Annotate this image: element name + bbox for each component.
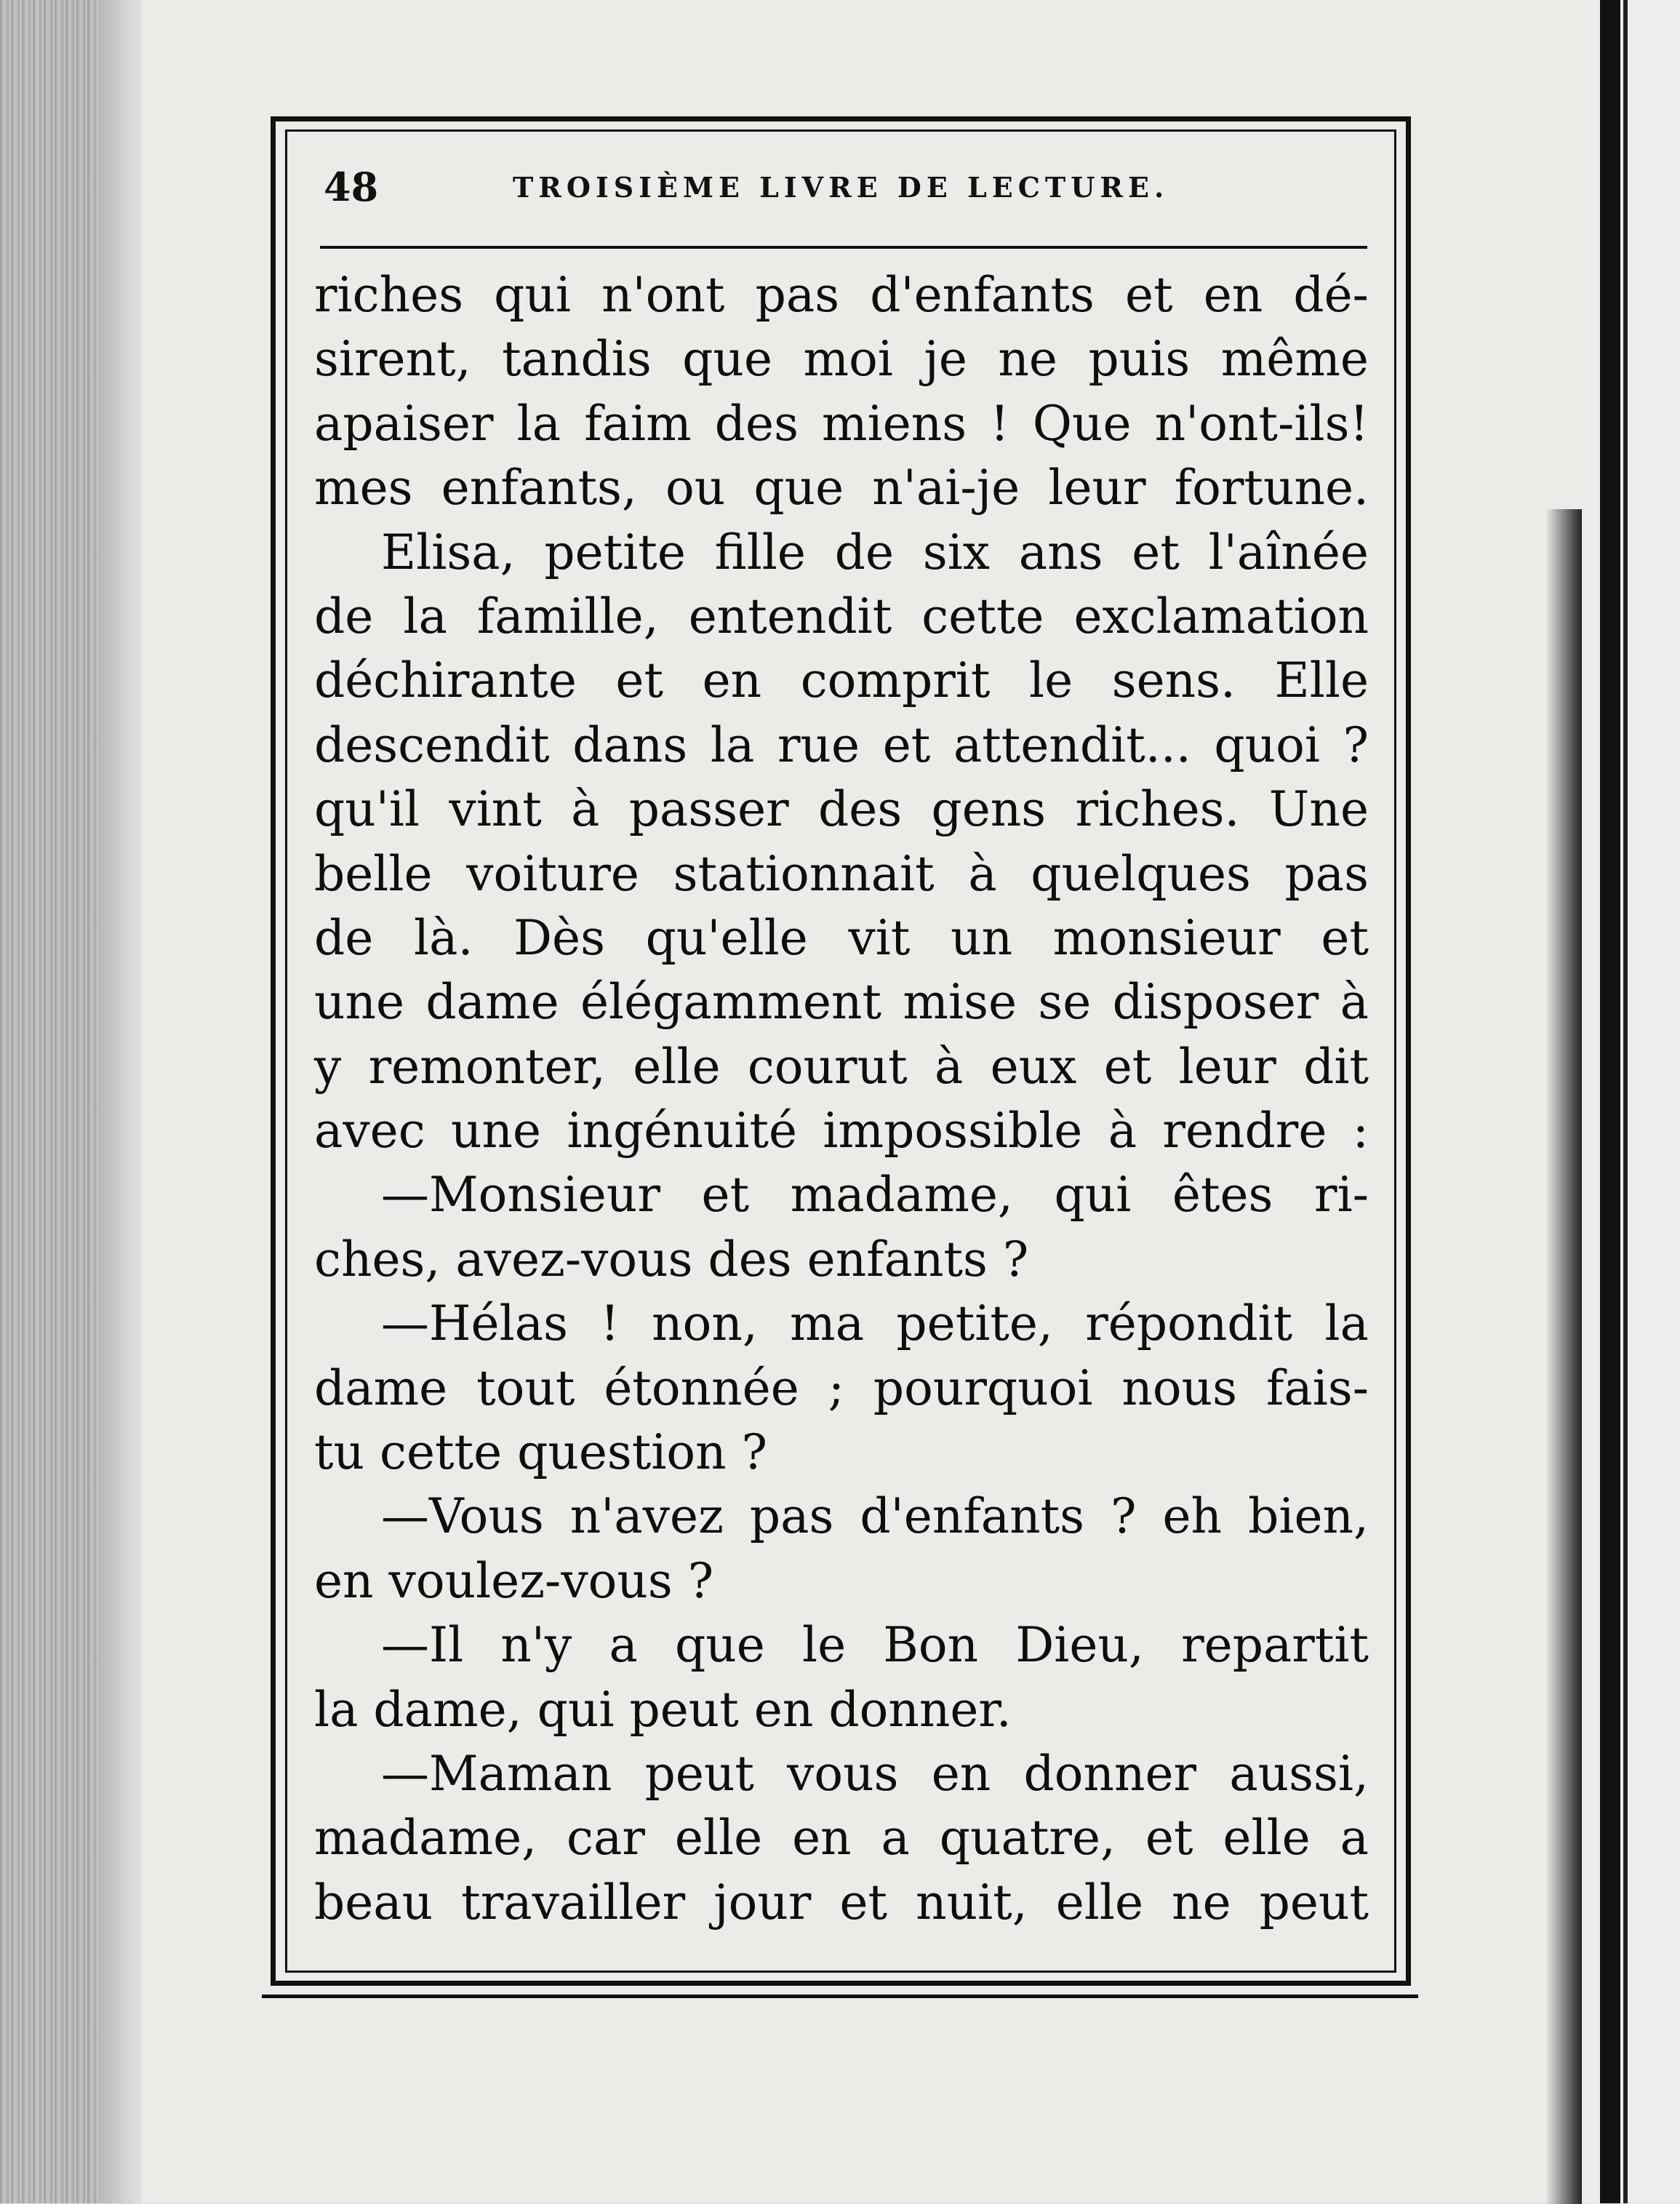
text-line: en voulez-vous ? — [314, 1552, 714, 1609]
text-line: dame tout étonnée ; pourquoi nous fais- — [314, 1359, 1369, 1416]
gutter-shadow — [1545, 509, 1582, 2204]
binding-edge — [1600, 0, 1620, 2203]
running-title: TROISIÈME LIVRE DE LECTURE. — [513, 171, 1169, 204]
text-line: qu'il vint à passer des gens riches. Une — [314, 781, 1369, 838]
text-line: tu cette question ? — [314, 1424, 768, 1481]
text-line: une dame élégamment mise se disposer à — [314, 974, 1369, 1031]
text-line: —Maman peut vous en donner aussi, — [381, 1745, 1369, 1802]
page-stack-shadow — [98, 0, 142, 2203]
text-line: y remonter, elle courut à eux et leur dit — [314, 1038, 1369, 1095]
text-line: ches, avez-vous des enfants ? — [314, 1231, 1029, 1287]
text-line: beau travailler jour et nuit, elle ne peut — [314, 1874, 1369, 1931]
page-number: 48 — [324, 164, 379, 210]
body-text — [314, 263, 1369, 1935]
text-line: Elisa, petite fille de six ans et l'aînée — [381, 524, 1369, 580]
page-stack-edge — [0, 0, 98, 2203]
text-line: mes enfants, ou que n'ai-je leur fortune. — [314, 460, 1369, 516]
running-head — [324, 161, 1371, 212]
text-line: —Vous n'avez pas d'enfants ? eh bien, — [381, 1488, 1369, 1545]
text-line: avec une ingénuité impossible à rendre : — [314, 1103, 1369, 1159]
text-line: —Monsieur et madame, qui êtes ri- — [381, 1167, 1369, 1223]
text-line: —Il n'y a que le Bon Dieu, repartit — [381, 1617, 1369, 1674]
text-line: belle voiture stationnait à quelques pas — [314, 845, 1369, 902]
binding-edge-line — [1623, 0, 1628, 2203]
text-line: déchirante et en comprit le sens. Elle — [314, 652, 1369, 709]
text-line: sirent, tandis que moi je ne puis même — [314, 331, 1369, 388]
text-line: de la famille, entendit cette exclamation — [314, 588, 1369, 644]
text-line: —Hélas ! non, ma petite, répondit la — [381, 1295, 1369, 1352]
text-line: riches qui n'ont pas d'enfants et en dé- — [314, 267, 1369, 323]
text-line: descendit dans la rue et attendit... quoi ? — [314, 716, 1369, 773]
text-line: la dame, qui peut en donner. — [314, 1681, 1012, 1738]
header-rule — [320, 246, 1367, 249]
text-line: de là. Dès qu'elle vit un monsieur et — [314, 909, 1369, 966]
text-line: apaiser la faim des miens ! Que n'ont-ils! — [314, 395, 1369, 452]
text-line: madame, car elle en a quatre, et elle a — [314, 1810, 1369, 1866]
text-frame-bottom-rule — [262, 1995, 1418, 1998]
